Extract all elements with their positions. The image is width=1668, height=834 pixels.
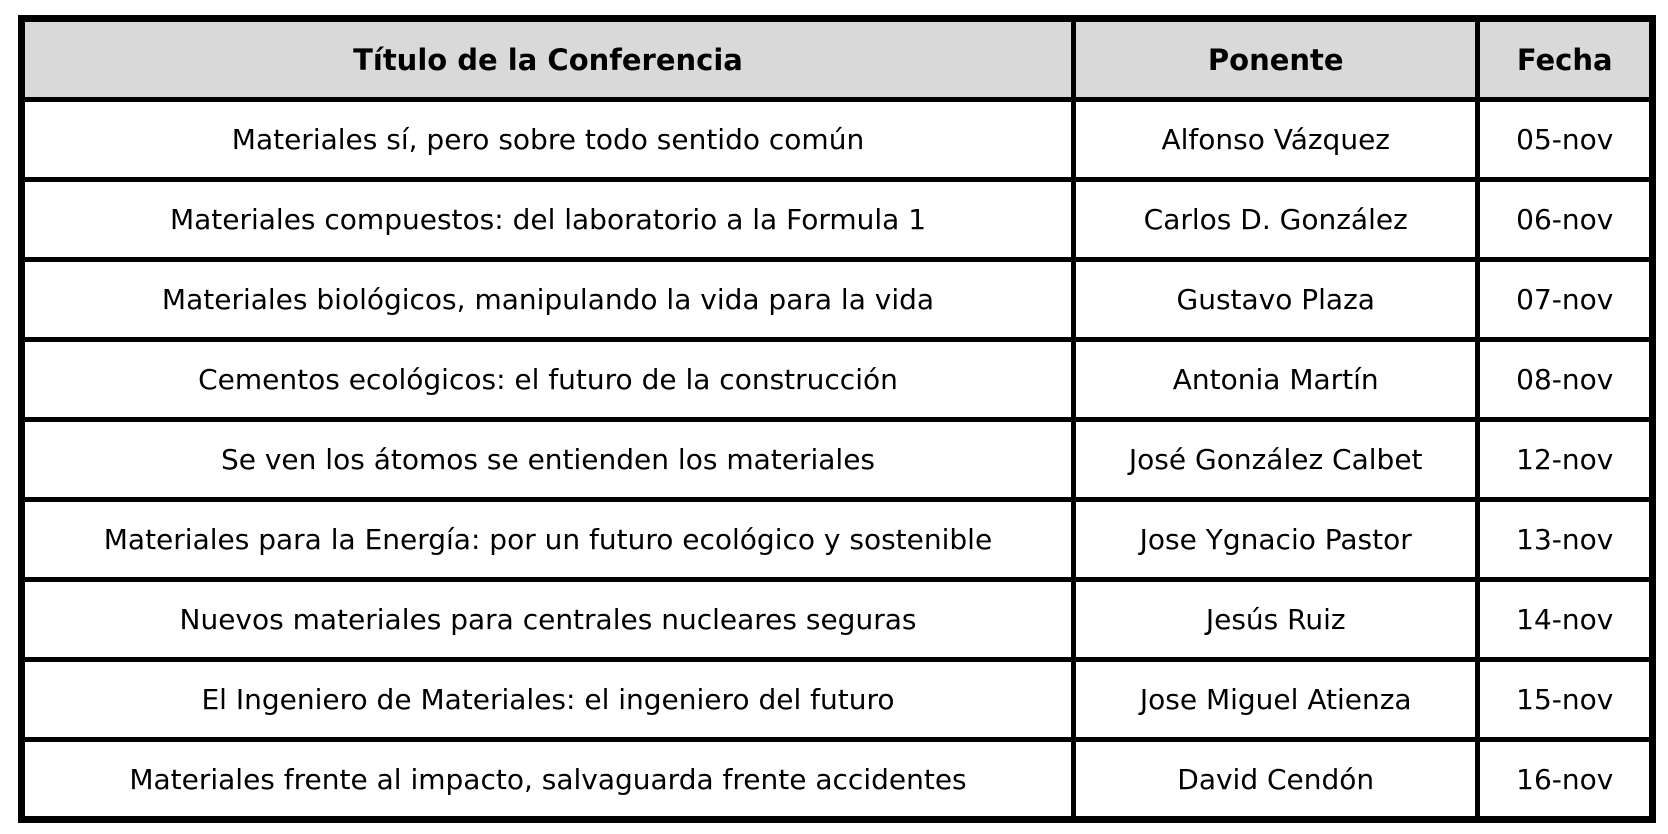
cell-title: Materiales frente al impacto, salvaguarda frente accidentes bbox=[22, 740, 1074, 820]
header-speaker: Ponente bbox=[1073, 19, 1477, 100]
cell-title: Materiales para la Energía: por un futuro ecológico y sostenible bbox=[22, 500, 1074, 580]
cell-date: 05-nov bbox=[1478, 100, 1653, 180]
table-row bbox=[22, 740, 1653, 820]
cell-title: Nuevos materiales para centrales nucleares seguras bbox=[22, 580, 1074, 660]
cell-date: 06-nov bbox=[1478, 180, 1653, 260]
cell-title: Materiales sí, pero sobre todo sentido común bbox=[22, 100, 1074, 180]
cell-title: Materiales biológicos, manipulando la vida para la vida bbox=[22, 260, 1074, 340]
cell-date: 12-nov bbox=[1478, 420, 1653, 500]
header-date: Fecha bbox=[1478, 19, 1653, 100]
cell-title: Materiales compuestos: del laboratorio a la Formula 1 bbox=[22, 180, 1074, 260]
conference-table-body bbox=[22, 100, 1653, 820]
cell-title: El Ingeniero de Materiales: el ingeniero del futuro bbox=[22, 660, 1074, 740]
cell-speaker: Carlos D. González bbox=[1073, 180, 1477, 260]
cell-speaker: Antonia Martín bbox=[1073, 340, 1477, 420]
cell-date: 07-nov bbox=[1478, 260, 1653, 340]
cell-speaker: José González Calbet bbox=[1073, 420, 1477, 500]
cell-speaker: Jose Ygnacio Pastor bbox=[1073, 500, 1477, 580]
cell-date: 14-nov bbox=[1478, 580, 1653, 660]
cell-date: 16-nov bbox=[1478, 740, 1653, 820]
conference-table bbox=[18, 15, 1656, 823]
table-row bbox=[22, 260, 1653, 340]
conference-schedule bbox=[18, 15, 1656, 821]
table-row bbox=[22, 180, 1653, 260]
table-row bbox=[22, 660, 1653, 740]
table-header-row bbox=[22, 19, 1653, 100]
cell-speaker: Jesús Ruiz bbox=[1073, 580, 1477, 660]
table-row bbox=[22, 100, 1653, 180]
table-row bbox=[22, 500, 1653, 580]
cell-date: 15-nov bbox=[1478, 660, 1653, 740]
cell-date: 08-nov bbox=[1478, 340, 1653, 420]
cell-speaker: Alfonso Vázquez bbox=[1073, 100, 1477, 180]
cell-speaker: Jose Miguel Atienza bbox=[1073, 660, 1477, 740]
cell-title: Se ven los átomos se entienden los materiales bbox=[22, 420, 1074, 500]
cell-speaker: David Cendón bbox=[1073, 740, 1477, 820]
cell-speaker: Gustavo Plaza bbox=[1073, 260, 1477, 340]
cell-date: 13-nov bbox=[1478, 500, 1653, 580]
table-row bbox=[22, 340, 1653, 420]
cell-title: Cementos ecológicos: el futuro de la construcción bbox=[22, 340, 1074, 420]
table-row bbox=[22, 420, 1653, 500]
table-row bbox=[22, 580, 1653, 660]
header-title: Título de la Conferencia bbox=[22, 19, 1074, 100]
